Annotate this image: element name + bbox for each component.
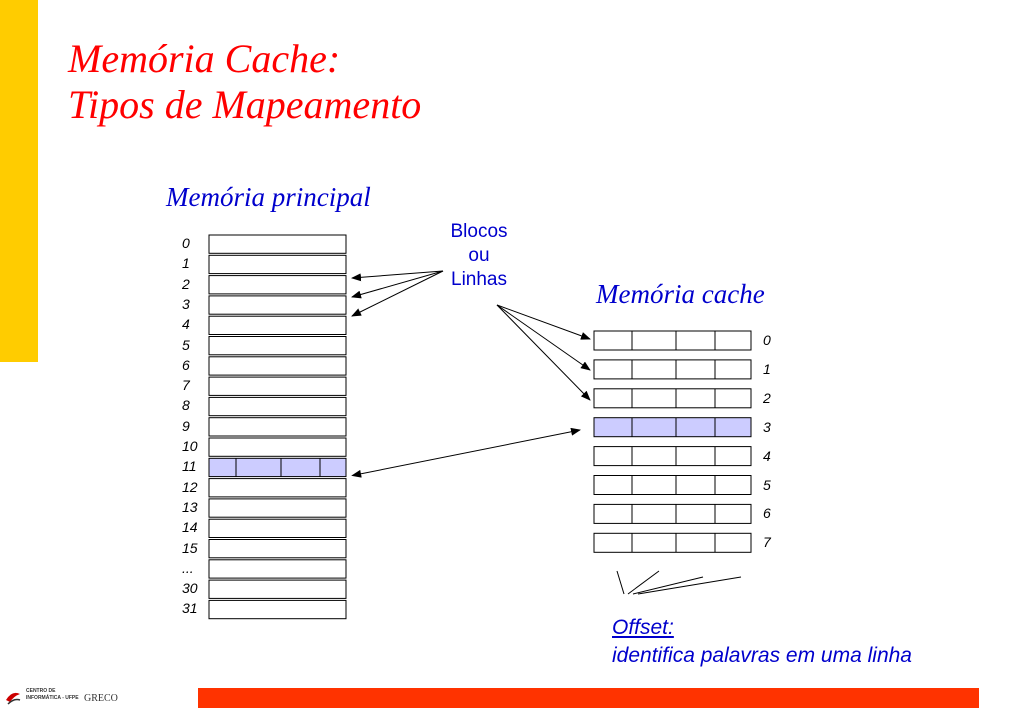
cache-line xyxy=(594,533,751,552)
cache-line-label: 3 xyxy=(763,418,771,435)
main-memory-label: Memória principal xyxy=(166,182,371,212)
offset-line-2 xyxy=(628,571,659,594)
main-memory-row xyxy=(209,479,346,497)
main-memory-row xyxy=(209,357,346,375)
cache-line xyxy=(594,504,751,523)
main-memory-row-label: 9 xyxy=(182,417,190,434)
main-memory-table xyxy=(209,235,346,619)
main-memory-row xyxy=(209,519,346,537)
cache-line xyxy=(594,389,751,408)
main-memory-row xyxy=(209,540,346,558)
logo-icon xyxy=(4,688,22,706)
cache-line xyxy=(594,331,751,350)
blocks-label-line-3: Linhas xyxy=(451,269,507,290)
main-memory-row-label: 14 xyxy=(182,519,198,536)
cache-line xyxy=(594,360,751,379)
cache-line-label: 4 xyxy=(763,447,771,464)
blocks-label-line-1: Blocos xyxy=(450,221,508,242)
main-memory-row xyxy=(209,600,346,618)
logo-line-1: CENTRO DE xyxy=(26,688,56,694)
main-memory-row-label: 1 xyxy=(182,255,190,272)
main-memory-row xyxy=(209,296,346,314)
title-line-2: Tipos de Mapeamento xyxy=(68,82,422,127)
main-memory-row-label: 12 xyxy=(182,478,198,495)
blocks-label-line-2: ou xyxy=(468,245,490,266)
offset-title: Offset: xyxy=(612,616,674,639)
main-memory-row-label: 8 xyxy=(182,397,190,414)
main-memory-row-label: 6 xyxy=(182,356,190,373)
cache-line xyxy=(594,476,751,495)
logo-line-2: INFORMÁTICA - UFPE xyxy=(26,695,79,701)
main-memory-row xyxy=(209,276,346,294)
main-memory-row-label: ... xyxy=(182,559,194,576)
cache-memory-label: Memória cache xyxy=(596,279,765,309)
main-memory-row-label: 0 xyxy=(182,235,190,251)
logo-name: GRECO xyxy=(84,693,118,704)
main-memory-row-label: 30 xyxy=(182,580,198,597)
main-memory-row-label: 2 xyxy=(182,275,190,292)
main-memory-row-label: 31 xyxy=(182,600,198,617)
greco-logo xyxy=(4,686,134,708)
offset-note xyxy=(612,614,912,670)
main-memory-row-label: 7 xyxy=(182,377,190,394)
main-memory-row xyxy=(209,235,346,253)
main-memory-row xyxy=(209,316,346,334)
main-memory-row-label: 3 xyxy=(182,295,190,312)
arrow-to-cache-row-1 xyxy=(497,305,590,370)
main-memory-row xyxy=(209,499,346,517)
main-memory-row xyxy=(209,397,346,415)
main-memory-row xyxy=(209,438,346,456)
main-memory-row-label: 11 xyxy=(182,458,197,475)
title-line-1: Memória Cache: xyxy=(68,36,341,81)
offset-line-1 xyxy=(617,571,624,594)
main-memory-row xyxy=(209,418,346,436)
cache-line xyxy=(594,418,751,437)
arrow-to-cache-row-2 xyxy=(497,305,590,400)
cache-line-label: 2 xyxy=(763,389,771,406)
main-memory-row-label: 15 xyxy=(182,539,198,556)
main-memory-row-label: 4 xyxy=(182,316,190,333)
main-memory-row xyxy=(209,377,346,395)
footer-accent-bar xyxy=(198,688,979,708)
cache-line-label: 0 xyxy=(763,332,771,348)
main-memory-row xyxy=(209,580,346,598)
mapping-arrow xyxy=(360,430,580,474)
offset-description: identifica palavras em uma linha xyxy=(612,644,912,667)
offset-line-4 xyxy=(638,577,741,594)
cache-line-label: 6 xyxy=(763,505,771,522)
main-memory-row xyxy=(209,255,346,273)
cache-line-label: 5 xyxy=(763,476,771,493)
arrow-to-cache-row-0 xyxy=(497,305,590,339)
main-memory-row xyxy=(209,458,346,476)
main-memory-row xyxy=(209,337,346,355)
cache-line-label: 1 xyxy=(763,360,771,377)
main-memory-row-label: 10 xyxy=(182,438,198,454)
cache-line-label: 7 xyxy=(763,534,771,551)
cache-line xyxy=(594,447,751,466)
main-memory-row-label: 5 xyxy=(182,336,190,353)
cache-memory-table xyxy=(594,331,751,552)
main-memory-row xyxy=(209,560,346,578)
main-memory-row-label: 13 xyxy=(182,498,198,515)
